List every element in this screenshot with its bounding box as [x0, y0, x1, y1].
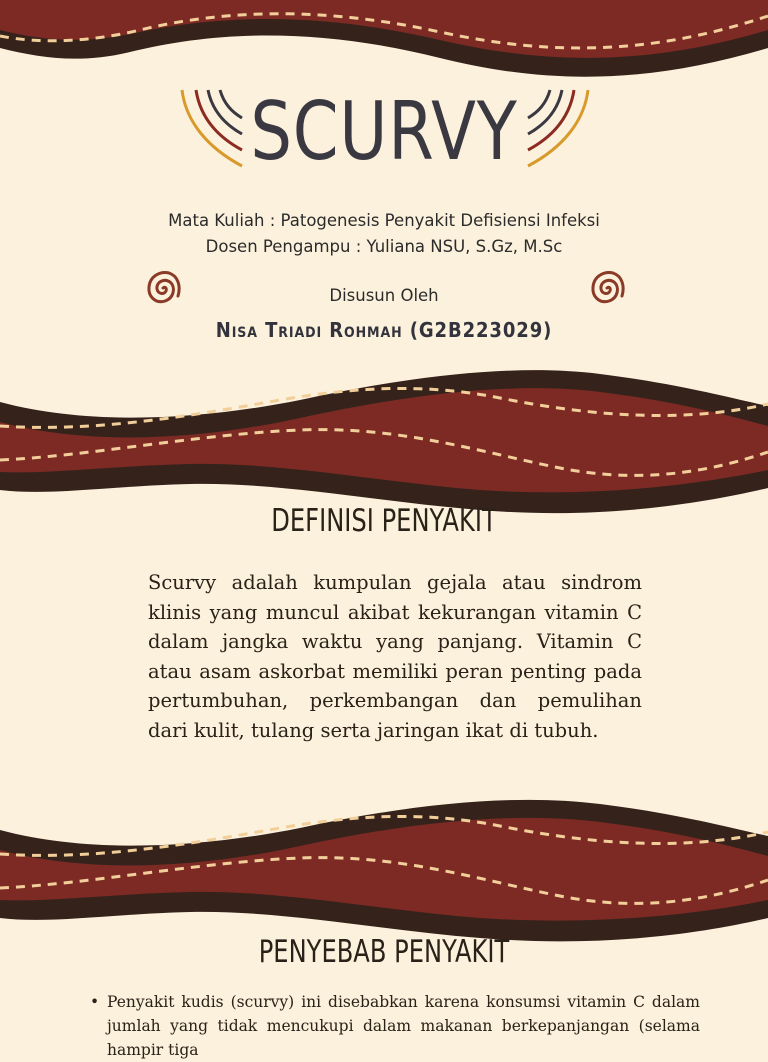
section-heading-cause: PENYEBAB PENYAKIT	[258, 934, 510, 970]
section-heading-definition: DEFINISI PENYAKIT	[271, 503, 497, 539]
compiled-by-label: Disusun Oleh	[329, 286, 439, 305]
lecturer-name: Dosen Pengampu : Yuliana NSU, S.Gz, M.Sc	[205, 237, 563, 256]
cause-bullet-list	[88, 990, 700, 1062]
author-name: Nisa Triadi Rohmah (G2B223029)	[215, 318, 553, 342]
definition-paragraph: Scurvy adalah kumpulan gejala atau sindrom klinis yang muncul akibat kekurangan vitamin C dalam jangka waktu yang panjang. Vitamin C atau asam askorbat memiliki peran penting pada pertumbuhan, perkembangan dan pemulihan dari kulit, tulang serta jaringan ikat di tubuh.	[148, 571, 642, 742]
rays-right-icon	[522, 88, 592, 170]
list-item: • Penyakit kudis (scurvy) ini disebabkan karena konsumsi vitamin C dalam jumlah yang tidak mencukupi dalam makanan berkepanjangan (selama hampir tiga	[88, 990, 700, 1062]
middle-decorative-band-1	[0, 360, 768, 522]
course-name: Mata Kuliah : Patogenesis Penyakit Defisiensi Infeksi	[168, 211, 600, 230]
spiral-left-icon	[143, 266, 183, 310]
page-title: SCURVY	[250, 85, 518, 178]
spiral-right-icon	[587, 266, 627, 310]
middle-decorative-band-2	[0, 790, 768, 950]
top-decorative-band	[0, 0, 768, 90]
